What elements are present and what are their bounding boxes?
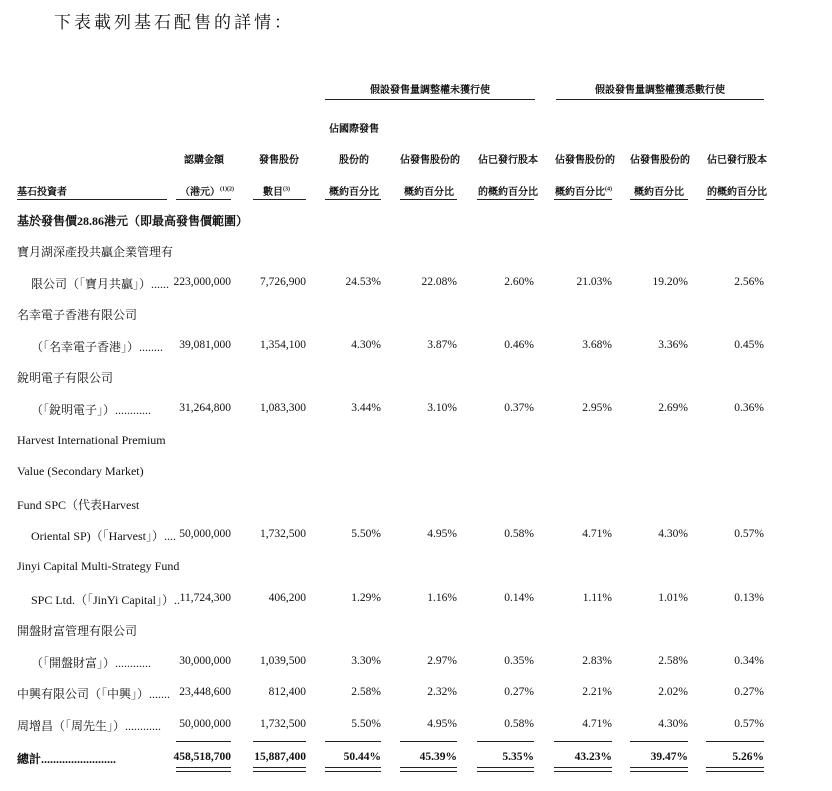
total-cell: 39.47%: [650, 750, 688, 763]
table-cell: 1.29%: [351, 591, 381, 604]
total-cell: 50.44%: [343, 750, 381, 763]
col-header-issued-l1: 佔已發行股本: [478, 155, 538, 166]
table-cell: 0.37%: [504, 402, 534, 414]
col-header-issued2-l2: 的概約百分比: [707, 187, 767, 198]
table-cell: 2.95%: [582, 402, 612, 414]
investor-name-line: Jinyi Capital Multi-Strategy Fund: [17, 559, 180, 573]
table-cell: 223,000,000: [173, 275, 231, 288]
table-cell: 3.68%: [582, 338, 612, 351]
table-cell: 0.45%: [734, 338, 764, 351]
investor-name-line: 開盤財富管理有限公司: [17, 624, 138, 639]
table-cell: 0.58%: [504, 528, 534, 541]
investor-name-line: SPC Ltd.（「JinYi Capital」）..: [31, 592, 181, 607]
investor-name-line: Harvest International Premium: [17, 432, 166, 447]
investor-name-line: Value (Secondary Market): [17, 464, 144, 479]
table-cell: 0.36%: [734, 402, 764, 414]
header-rule-issued: [477, 199, 534, 200]
col-header-offer3-l2: 概約百分比: [634, 187, 684, 198]
total-top-rule: [253, 741, 306, 742]
table-cell: 5.50%: [351, 718, 381, 730]
col-header-intl-l3: 概約百分比: [329, 187, 379, 198]
table-cell: 5.50%: [351, 528, 381, 541]
total-top-rule: [400, 741, 457, 742]
total-top-rule: [706, 741, 764, 742]
investor-name-line: （「開盤財富」）............: [31, 655, 152, 670]
total-label: 總計.........................: [17, 751, 117, 766]
total-top-rule: [176, 741, 231, 742]
col-header-offer-l1: 佔發售股份的: [400, 155, 460, 166]
table-cell: 4.30%: [658, 528, 688, 541]
total-cell: 5.26%: [732, 750, 764, 763]
total-double-rule: [630, 767, 688, 772]
total-double-rule: [253, 767, 306, 772]
table-cell: 2.58%: [658, 654, 688, 667]
header-rule-offer: [400, 199, 457, 200]
table-cell: 4.71%: [582, 718, 612, 730]
table-cell: 0.27%: [504, 686, 534, 699]
total-double-rule: [400, 767, 457, 772]
total-top-rule: [630, 741, 688, 742]
header-rule-issued2: [706, 199, 764, 200]
table-cell: 4.95%: [427, 718, 457, 730]
table-cell: 2.02%: [658, 686, 688, 699]
total-cell: 5.35%: [502, 750, 534, 763]
table-cell: 3.10%: [427, 402, 457, 414]
col-header-shares-l1: 發售股份: [259, 155, 299, 166]
table-cell: 22.08%: [421, 275, 457, 288]
table-cell: 1.11%: [582, 591, 612, 604]
investor-name-line: 限公司（「寶月共贏」）......: [31, 276, 170, 291]
table-cell: 21.03%: [576, 275, 612, 288]
investor-name-line: （「名幸電子香港」）........: [31, 339, 164, 354]
table-cell: 3.36%: [658, 338, 688, 351]
table-cell: 1.16%: [427, 591, 457, 604]
total-top-rule: [554, 741, 612, 742]
table-cell: 30,000,000: [179, 654, 231, 667]
header-rule-investor: [17, 199, 167, 200]
table-cell: 2.60%: [504, 275, 534, 288]
table-cell: 0.14%: [504, 591, 534, 604]
table-cell: 0.58%: [504, 718, 534, 730]
investor-name-line: 銳明電子有限公司: [17, 371, 114, 386]
table-cell: 50,000,000: [179, 718, 231, 730]
col-header-offer2-l2: 概約百分比$^{(4)}$: [555, 186, 612, 198]
total-cell: 458,518,700: [173, 750, 231, 763]
table-cell: 812,400: [268, 686, 306, 699]
header-rule-intl: [325, 199, 381, 200]
table-cell: 1,354,100: [260, 338, 306, 351]
header-rule-amount: [176, 199, 231, 200]
total-double-rule: [176, 767, 231, 772]
table-cell: 0.34%: [734, 654, 764, 667]
table-cell: 2.69%: [658, 402, 688, 414]
table-cell: 1,732,500: [260, 718, 306, 730]
col-header-offer-l2: 概約百分比: [404, 187, 454, 198]
table-cell: 0.13%: [734, 591, 764, 604]
table-cell: 1,039,500: [260, 654, 306, 667]
table-cell: 24.53%: [345, 275, 381, 288]
table-cell: 3.87%: [427, 338, 457, 351]
col-header-offer3-l1: 佔發售股份的: [630, 155, 690, 166]
col-header-amount-l1: 認購金額: [184, 155, 224, 166]
total-double-rule: [325, 767, 381, 772]
table-cell: 3.30%: [351, 654, 381, 667]
table-cell: 0.27%: [734, 686, 764, 699]
total-top-rule: [325, 741, 381, 742]
table-cell: 19.20%: [652, 275, 688, 288]
table-cell: 1,083,300: [260, 402, 306, 414]
col-header-amount-l2: （港元）$^{(1)(2)}$: [180, 186, 234, 198]
table-cell: 0.35%: [504, 654, 534, 667]
investor-name-line: Fund SPC（代表Harvest: [17, 497, 140, 512]
header-rule-offer3: [630, 199, 688, 200]
section-title: 基於發售價28.86港元（即最高發售價範圍）: [17, 214, 249, 228]
total-cell: 15,887,400: [254, 750, 306, 763]
total-cell: 43.23%: [574, 750, 612, 763]
table-cell: 2.32%: [427, 686, 457, 699]
col-header-offer2-l1: 佔發售股份的: [555, 155, 615, 166]
table-cell: 406,200: [268, 591, 306, 604]
table-cell: 1,732,500: [260, 528, 306, 541]
investor-name-line: （「銳明電子」）............: [31, 403, 152, 417]
table-cell: 7,726,900: [260, 275, 306, 288]
table-cell: 0.46%: [504, 338, 534, 351]
investor-name-line: 周增昌（「周先生」）............: [17, 719, 162, 733]
table-cell: 4.71%: [582, 528, 612, 541]
table-cell: 4.95%: [427, 528, 457, 541]
investor-name-line: 名幸電子香港有限公司: [17, 308, 138, 323]
header-rule-offer2: [554, 199, 612, 200]
col-header-issued-l2: 的概約百分比: [478, 187, 538, 198]
investor-name-line: 寶月湖深產投共贏企業管理有: [17, 245, 174, 259]
total-cell: 45.39%: [419, 750, 457, 763]
header-rule-shares: [253, 199, 306, 200]
table-cell: 0.57%: [734, 718, 764, 730]
table-cell: 4.30%: [351, 338, 381, 351]
table-cell: 2.21%: [582, 686, 612, 699]
group-header-not-exercised: 假設發售量調整權未獲行使: [370, 85, 490, 96]
group-rule-fully-exercised: [556, 99, 764, 100]
table-cell: 4.30%: [658, 718, 688, 730]
table-cell: 50,000,000: [179, 528, 231, 541]
total-double-rule: [706, 767, 764, 772]
col-header-shares-l2: 數目$^{(3)}$: [263, 186, 290, 198]
table-cell: 1.01%: [658, 591, 688, 604]
table-cell: 11,724,300: [179, 591, 231, 604]
col-header-intl-l2: 股份的: [339, 155, 369, 166]
table-cell: 3.44%: [351, 402, 381, 414]
table-cell: 23,448,600: [179, 686, 231, 699]
col-header-intl-l1: 佔國際發售: [329, 124, 379, 135]
table-cell: 0.57%: [734, 528, 764, 541]
total-double-rule: [554, 767, 612, 772]
table-cell: 2.97%: [427, 654, 457, 667]
col-header-investor: 基石投資者: [17, 187, 67, 198]
table-cell: 31,264,800: [179, 402, 231, 414]
investor-name-line: Oriental SP)（「Harvest」）....: [31, 529, 176, 544]
table-cell: 2.58%: [351, 686, 381, 699]
total-top-rule: [477, 741, 534, 742]
group-header-fully-exercised: 假設發售量調整權獲悉數行使: [595, 85, 725, 96]
table-cell: 2.83%: [582, 654, 612, 667]
table-cell: 2.56%: [734, 275, 764, 288]
col-header-issued2-l1: 佔已發行股本: [707, 155, 767, 166]
group-rule-not-exercised: [325, 99, 535, 100]
table-cell: 39,081,000: [179, 338, 231, 351]
investor-name-line: 中興有限公司（「中興」）.......: [17, 687, 171, 702]
intro-text: 下表載列基石配售的詳情：: [54, 13, 294, 32]
total-double-rule: [477, 767, 534, 772]
